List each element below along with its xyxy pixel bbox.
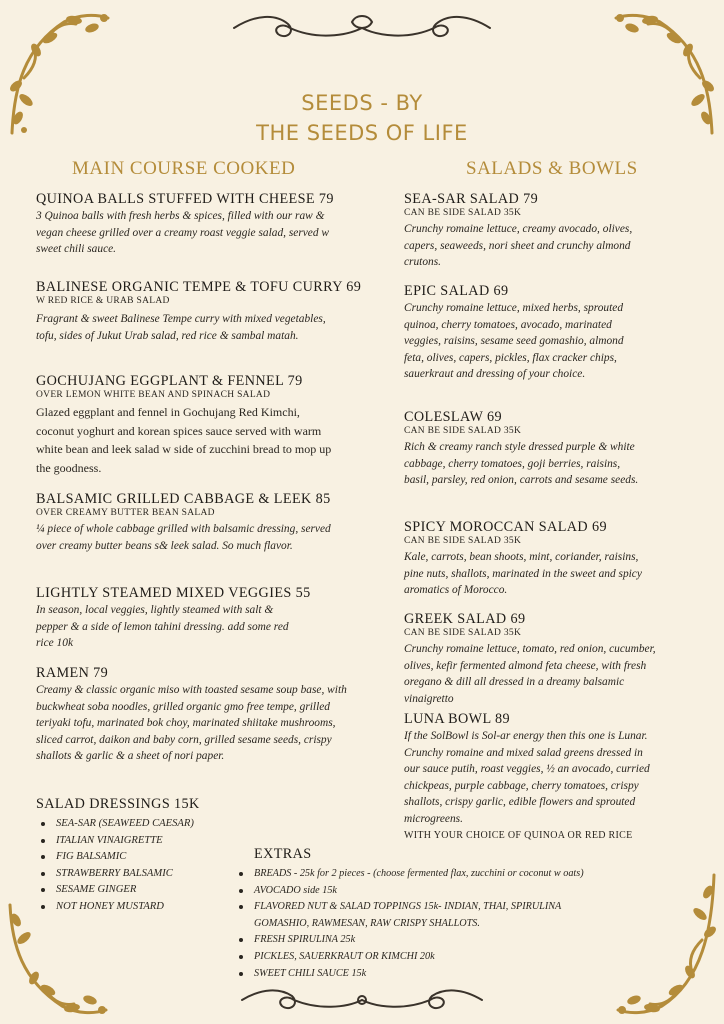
title-line-1: SEEDS - BY	[301, 91, 423, 115]
list-item: BREADS - 25k for 2 pieces - (choose fermented flax, zucchini or coconut w oats)	[234, 866, 584, 883]
list-item	[234, 899, 584, 932]
flourish-top-icon	[226, 10, 498, 46]
item-title: GOCHUJANG EGGPLANT & FENNEL 79	[36, 373, 303, 389]
list-item: SEA-SAR (SEAWEED CAESAR)	[36, 816, 194, 833]
flourish-bottom-icon	[234, 982, 490, 1018]
item-subtitle: W RED RICE & URAB SALAD	[36, 296, 170, 306]
list-item: FIG BALSAMIC	[36, 849, 194, 866]
vine-corner-bottom-right-icon	[612, 870, 722, 1020]
menu-item	[404, 190, 704, 271]
menu-item	[404, 610, 704, 707]
menu-item	[36, 278, 372, 344]
list-item: NOT HONEY MUSTARD	[36, 899, 194, 916]
item-description: Crunchy romaine lettuce, mixed herbs, sprouted quinoa, cherry tomatoes, avocado, marinated veggies, raisins, sesame seed gomashio, almond feta, olives, capers, pickles, flax cracker chips, sauerkraut and dressing of your choice.	[404, 302, 624, 381]
item-title: EPIC SALAD 69	[404, 283, 509, 299]
dressings-list	[36, 816, 194, 916]
menu-item	[36, 584, 372, 652]
list-item-text: FLAVORED NUT & SALAD TOPPINGS 15k- INDIAN, THAI, SPIRULINA	[254, 901, 562, 913]
item-subtitle: OVER CREAMY BUTTER BEAN SALAD	[36, 508, 215, 518]
item-description: ¼ piece of whole cabbage grilled with balsamic dressing, served over creamy butter beans s& leek salad. So much flavor.	[36, 523, 331, 552]
item-description: Crunchy romaine lettuce, tomato, red onion, cucumber, olives, kefir fermented almond feta cheese, with fresh oregano & dill all dressed in a dreamy balsamic vinaigretto	[404, 643, 656, 705]
main-course-heading: MAIN COURSE COOKED	[72, 158, 296, 179]
item-title: LUNA BOWL 89	[404, 711, 510, 727]
item-description: Glazed eggplant and fennel in Gochujang Red Kimchi, coconut yoghurt and korean spices sauce served with warm white bean and leek salad w side of zucchini bread to mop up the goodness.	[36, 405, 332, 475]
item-description: Fragrant & sweet Balinese Tempe curry with mixed vegetables, tofu, sides of Jukut Urab salad, red rice & sambal matah.	[36, 313, 326, 342]
menu-item	[404, 408, 704, 489]
item-description: Crunchy romaine lettuce, creamy avocado, olives, capers, seaweeds, nori sheet and crunchy almond crutons.	[404, 223, 633, 269]
item-subtitle: CAN BE SIDE SALAD 35K	[404, 628, 522, 638]
item-subtitle: OVER LEMON WHITE BEAN AND SPINACH SALAD	[36, 390, 271, 400]
item-note: WITH YOUR CHOICE OF QUINOA OR RED RICE	[404, 829, 633, 841]
vine-corner-bottom-left-icon	[2, 900, 112, 1020]
list-item: AVOCADO side 15k	[234, 883, 584, 900]
item-description: In season, local veggies, lightly steamed with salt & pepper & a side of lemon tahini dressing. add some red rice 10k	[36, 604, 289, 650]
extras-heading: EXTRAS	[254, 846, 312, 862]
item-description: 3 Quinoa balls with fresh herbs & spices, filled with our raw & vegan cheese grilled over a creamy roast veggie salad, served w sweet chili sauce.	[36, 210, 330, 256]
item-title: BALSAMIC GRILLED CABBAGE & LEEK 85	[36, 491, 331, 507]
list-item: SESAME GINGER	[36, 882, 194, 899]
item-title: COLESLAW 69	[404, 409, 502, 425]
list-item: PICKLES, SAUERKRAUT OR KIMCHI 20k	[234, 949, 584, 966]
list-item: STRAWBERRY BALSAMIC	[36, 866, 194, 883]
list-item: FRESH SPIRULINA 25k	[234, 932, 584, 949]
item-description: Rich & creamy ranch style dressed purple & white cabbage, cherry tomatoes, goji berries, raisins, basil, parsley, red onion, carrots and sesame seeds.	[404, 441, 639, 487]
item-description: Kale, carrots, bean shoots, mint, coriander, raisins, pine nuts, shallots, marinated in the sweet and spicy aromatics of Morocco.	[404, 551, 642, 597]
item-title: QUINOA BALLS STUFFED WITH CHEESE 79	[36, 191, 334, 207]
item-subtitle: CAN BE SIDE SALAD 35K	[404, 208, 522, 218]
menu-item	[404, 710, 704, 844]
item-title: SPICY MOROCCAN SALAD 69	[404, 519, 607, 535]
item-description: If the SolBowl is Sol-ar energy then this one is Lunar. Crunchy romaine and mixed salad greens dressed in our sauce putih, roast veggies, ½ an avocado, curried chickpeas, purple cabbage, cherry tomatoes, crispy shallots, crispy garlic, edible flowers and sprouted microgreens.	[404, 730, 650, 825]
item-title: SEA-SAR SALAD 79	[404, 191, 539, 207]
menu-item	[36, 664, 372, 765]
item-title: BALINESE ORGANIC TEMPE & TOFU CURRY 69	[36, 279, 362, 295]
title-line-2: THE SEEDS OF LIFE	[256, 121, 468, 145]
menu-item	[36, 490, 372, 554]
item-subtitle: CAN BE SIDE SALAD 35K	[404, 426, 522, 436]
salads-heading: SALADS & BOWLS	[466, 158, 638, 179]
list-item: ITALIAN VINAIGRETTE	[36, 833, 194, 850]
list-item-continuation: GOMASHIO, RAWMESAN, RAW CRISPY SHALLOTS.	[254, 917, 480, 929]
menu-item	[36, 372, 372, 477]
item-title: LIGHTLY STEAMED MIXED VEGGIES 55	[36, 585, 311, 601]
item-title: RAMEN 79	[36, 665, 109, 681]
list-item: SWEET CHILI SAUCE 15k	[234, 966, 584, 983]
menu-item	[404, 282, 704, 383]
item-description: Creamy & classic organic miso with toasted sesame soup base, with buckwheat soba noodles, grilled organic gmo free tempe, grilled teriyaki tofu, marinated bok choy, marinated shiitake mushrooms, sliced carrot, daikon and baby corn, grilled sesame seeds, crispy shallots & garlic & a sheet of nori paper.	[36, 684, 347, 763]
menu-title	[0, 88, 724, 148]
item-title: GREEK SALAD 69	[404, 611, 526, 627]
menu-item	[36, 190, 372, 258]
dressings-heading: SALAD DRESSINGS 15K	[36, 796, 200, 812]
extras-list	[234, 866, 584, 982]
menu-item	[404, 518, 704, 599]
item-subtitle: CAN BE SIDE SALAD 35K	[404, 536, 522, 546]
